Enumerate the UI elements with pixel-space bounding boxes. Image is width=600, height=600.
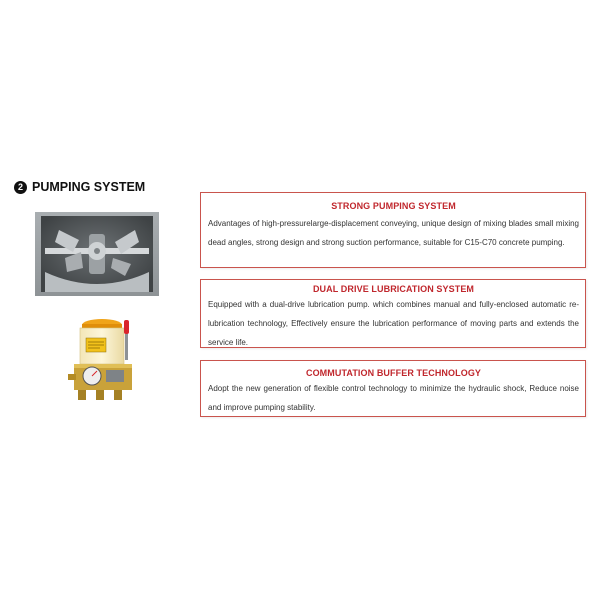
feature-box-strong-pumping (200, 192, 586, 268)
section-number-badge: 2 (14, 181, 27, 194)
mixing-hopper-image (35, 212, 159, 296)
section-title (14, 180, 145, 194)
lubrication-pump-image (62, 314, 148, 406)
feature-title: STRONG PUMPING SYSTEM (331, 201, 456, 211)
feature-description: Equipped with a dual-drive lubrication pump. which combines manual and fully-enclosed automatic re-lubrication technology, Effectively ensure the lubrication performance of moving parts and extends the service life. (208, 300, 579, 347)
feature-title: DUAL DRIVE LUBRICATION SYSTEM (312, 284, 475, 294)
feature-title: COMMUTATION BUFFER TECHNOLOGY (305, 368, 482, 378)
feature-description: Advantages of high-pressurelarge-displacement conveying, unique design of mixing blades small mixing dead angles, strong design and strong suction performance, suitable for C15-C70 concrete pumping. (208, 219, 579, 247)
section-title-text: PUMPING SYSTEM (32, 180, 146, 194)
feature-box-commutation-buffer (200, 360, 586, 417)
feature-box-dual-drive-lubrication (200, 279, 586, 348)
feature-description: Adopt the new generation of flexible control technology to minimize the hydraulic shock, Reduce noise and improve pumping stability. (208, 384, 579, 412)
